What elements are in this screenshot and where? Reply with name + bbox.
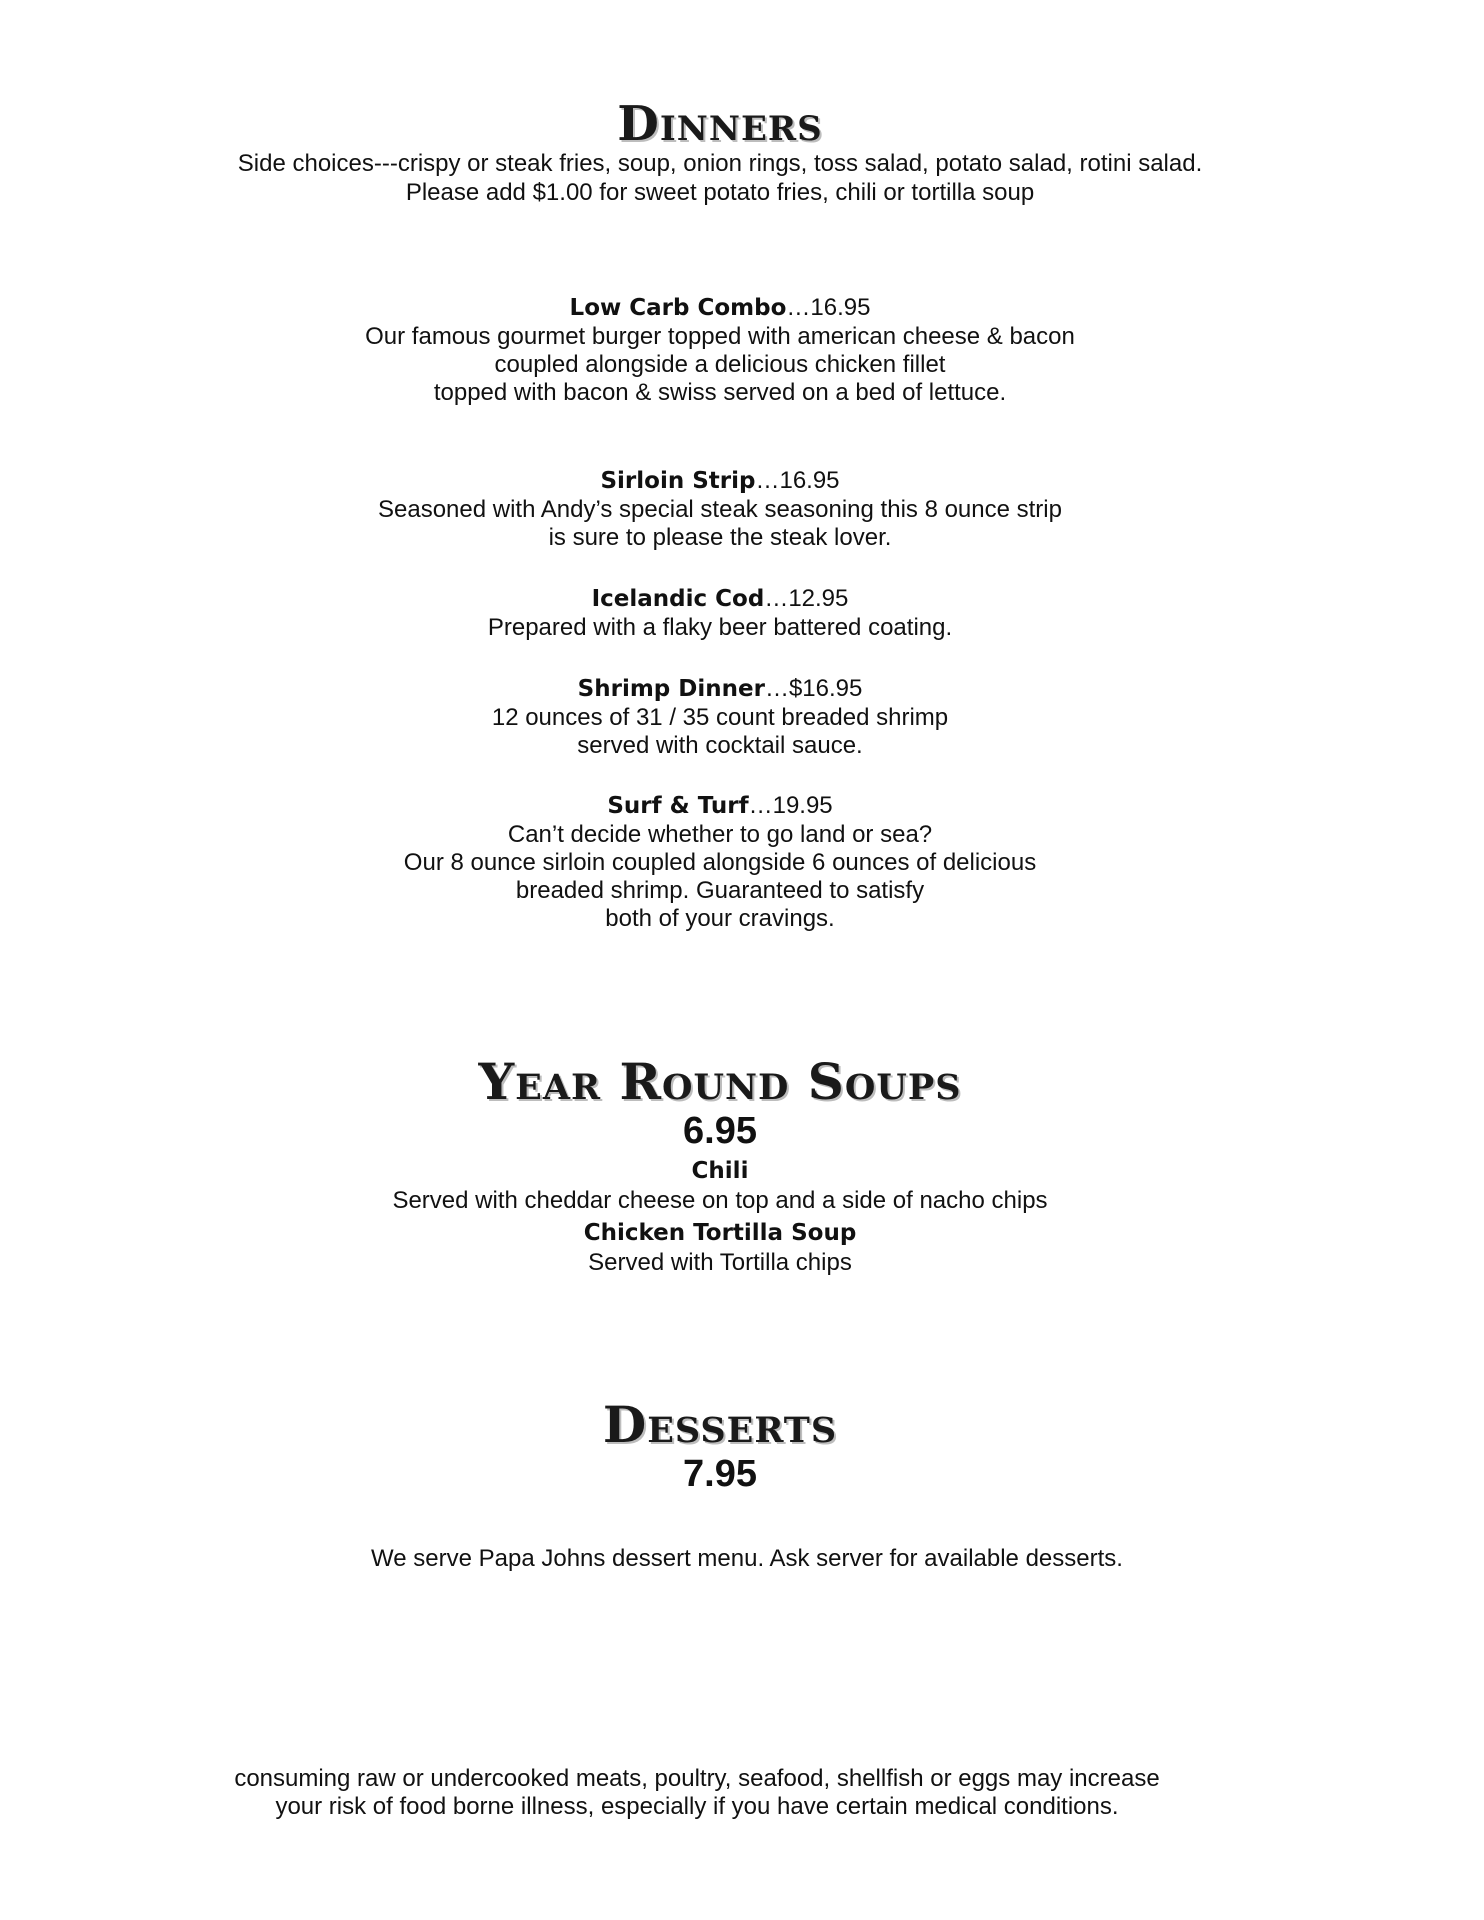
menu-item-title bbox=[0, 294, 1440, 322]
food-safety-disclaimer-line1: consuming raw or undercooked meats, poultry, seafood, shellfish or eggs may increase bbox=[234, 1765, 1160, 1792]
side-upcharge-note: Please add $1.00 for sweet potato fries, chili or tortilla soup bbox=[405, 179, 1035, 206]
menu-item-description: Our famous gourmet burger topped with american cheese & bacon bbox=[365, 323, 1075, 350]
menu-item-description: Our 8 ounce sirloin coupled alongside 6 ounces of delicious bbox=[403, 849, 1037, 876]
soup-description: Served with cheddar cheese on top and a side of nacho chips bbox=[392, 1187, 1048, 1214]
menu-item-title bbox=[0, 792, 1440, 820]
menu-item-description: coupled alongside a delicious chicken fillet bbox=[494, 351, 946, 378]
menu-item-name: Icelandic Cod bbox=[591, 586, 765, 612]
soups-heading: Year Round Soups bbox=[478, 1052, 962, 1111]
menu-item-price: …19.95 bbox=[748, 792, 833, 819]
menu-item-price: …16.95 bbox=[755, 467, 840, 494]
dinners-heading: Dinners bbox=[617, 96, 823, 152]
desserts-price: 7.95 bbox=[683, 1453, 757, 1495]
menu-item-price: …$16.95 bbox=[764, 675, 863, 702]
menu-item-description: served with cocktail sauce. bbox=[577, 732, 863, 759]
side-choices-text: Side choices---crispy or steak fries, soup, onion rings, toss salad, potato salad, rotini salad. bbox=[237, 150, 1203, 177]
menu-item-description: is sure to please the steak lover. bbox=[548, 524, 892, 551]
menu-item-title bbox=[0, 467, 1440, 495]
menu-item-name: Shrimp Dinner bbox=[577, 676, 765, 702]
menu-item-name: Surf & Turf bbox=[607, 793, 749, 819]
menu-item-description: topped with bacon & swiss served on a bed of lettuce. bbox=[433, 379, 1007, 406]
soup-name: Chili bbox=[691, 1158, 749, 1184]
menu-item-description: breaded shrimp. Guaranteed to satisfy bbox=[515, 877, 925, 904]
menu-item-description: Can’t decide whether to go land or sea? bbox=[507, 821, 933, 848]
food-safety-disclaimer-line2: your risk of food borne illness, especially if you have certain medical conditions. bbox=[275, 1793, 1119, 1820]
menu-item-description: 12 ounces of 31 / 35 count breaded shrimp bbox=[491, 704, 949, 731]
menu-item-description: both of your cravings. bbox=[605, 905, 835, 932]
soups-price: 6.95 bbox=[683, 1110, 757, 1152]
menu-item-title bbox=[0, 675, 1440, 703]
soup-name: Chicken Tortilla Soup bbox=[583, 1220, 857, 1246]
menu-item-name: Sirloin Strip bbox=[600, 468, 756, 494]
soup-description: Served with Tortilla chips bbox=[588, 1249, 852, 1276]
menu-item-description: Seasoned with Andy’s special steak seasoning this 8 ounce strip bbox=[378, 496, 1062, 523]
menu-item-price: …12.95 bbox=[764, 585, 849, 612]
menu-item-price: …16.95 bbox=[786, 294, 871, 321]
desserts-description: We serve Papa Johns dessert menu. Ask server for available desserts. bbox=[371, 1545, 1123, 1572]
menu-item-title bbox=[0, 585, 1440, 613]
desserts-heading: Desserts bbox=[602, 1395, 838, 1454]
menu-item-name: Low Carb Combo bbox=[569, 295, 787, 321]
menu-item-description: Prepared with a flaky beer battered coating. bbox=[487, 614, 953, 641]
